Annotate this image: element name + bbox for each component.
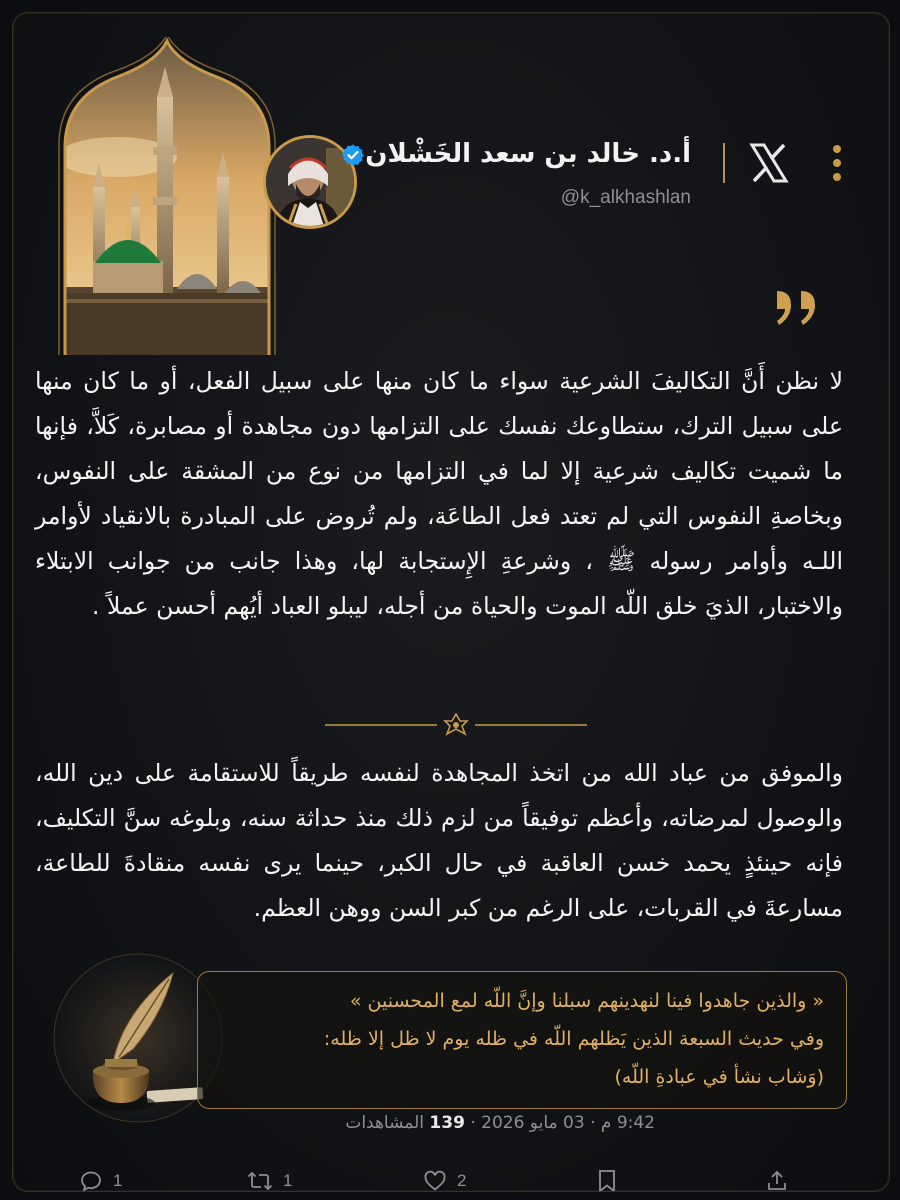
like-button[interactable] <box>423 1167 466 1192</box>
share-icon <box>765 1169 789 1192</box>
quote-line-3: (وَشاب نشأ في عبادةِ اللّه) <box>614 1066 824 1088</box>
post-header <box>263 121 853 241</box>
share-button[interactable] <box>765 1167 799 1192</box>
heart-icon <box>423 1169 447 1192</box>
author-name[interactable] <box>335 139 691 169</box>
quote-line-1: « والذين جاهدوا فينا لنهدينهم سبلنا وإنَّ اللّه لمع المحسنين » <box>349 990 824 1012</box>
views-count: 139 <box>429 1113 465 1133</box>
bookmark-icon <box>597 1169 617 1192</box>
mosque-arch-image <box>57 37 277 355</box>
action-bar <box>13 1161 889 1192</box>
repost-button[interactable] <box>247 1167 292 1192</box>
post-paragraph-1: لا نظن أَنَّ التكاليفَ الشرعية سواء ما كان منها على سبيل الفعل، أو ما كان منها على سبيل الترك، ستطاوعك نفسك على التزامها دون مجاهدة أو مصابرة، كَلاَّ، فإنها ما شميت تكاليف شرعية إلا لما في التزامها من نوع من المشقة على النفوس، وبخاصةِ النفوس التي لم تعتد فعل الطاعَة، ولم تُروض على المبادرة بالانقياد لأوامر اللـه وأوامر رسوله ﷺ ، وشرعةِ الإِستجابة لها، وهذا جانب من جوانب الابتلاء والاختبار، الذيَ خلق اللّه الموت والحياة من أجله، ليبلو العباد أيُهم أحسن عملاً . <box>35 367 843 620</box>
meta-separator: · <box>590 1113 596 1133</box>
header-divider <box>723 143 725 183</box>
reply-icon <box>79 1169 103 1192</box>
quote-line-2: وفي حديث السبعة الذين يَظلهم اللّه في ظله يوم لا ظل إلا ظله: <box>323 1028 824 1050</box>
repost-count: 1 <box>283 1171 293 1190</box>
author-name-text[interactable]: أ.د. خالد بن سعد الخَشْلان <box>365 139 691 169</box>
post-meta <box>345 1113 655 1133</box>
repost-icon <box>247 1169 273 1192</box>
post-date[interactable]: 03 مايو 2026 <box>481 1113 585 1133</box>
post-paragraph-2: والموفق من عباد الله من اتخذ المجاهدة لنفسه طريقاً للاستقامة على دين الله، والوصول لمرضاته، وأعظم توفيقاً من لزم ذلك منذ حداثة سنه، وبلوغه سنَّ التكليف، فإنه حينئذٍ يحمد خسن العاقبة في حال الكبر، حينما يرى نفسه منقادةَ للطاعة، مسارعةَ في القربات، على الرغم من كبر السن ووهن العظم. <box>35 759 843 922</box>
ornament-divider <box>325 713 587 737</box>
post-card <box>12 12 890 1192</box>
bookmark-button[interactable] <box>597 1167 627 1192</box>
meta-separator: · <box>470 1113 476 1133</box>
reply-count: 1 <box>113 1171 123 1190</box>
like-count: 2 <box>457 1171 467 1190</box>
verified-badge-icon <box>341 143 365 167</box>
quote-mark-icon <box>771 287 825 327</box>
views-label: المشاهدات <box>345 1113 425 1133</box>
quote-box <box>197 971 847 1109</box>
more-options-icon[interactable] <box>831 141 843 185</box>
x-logo-icon[interactable] <box>747 141 791 185</box>
post-time[interactable]: 9:42 م <box>600 1113 655 1133</box>
author-handle[interactable]: @k_alkhashlan <box>560 187 691 208</box>
reply-button[interactable] <box>79 1167 122 1192</box>
